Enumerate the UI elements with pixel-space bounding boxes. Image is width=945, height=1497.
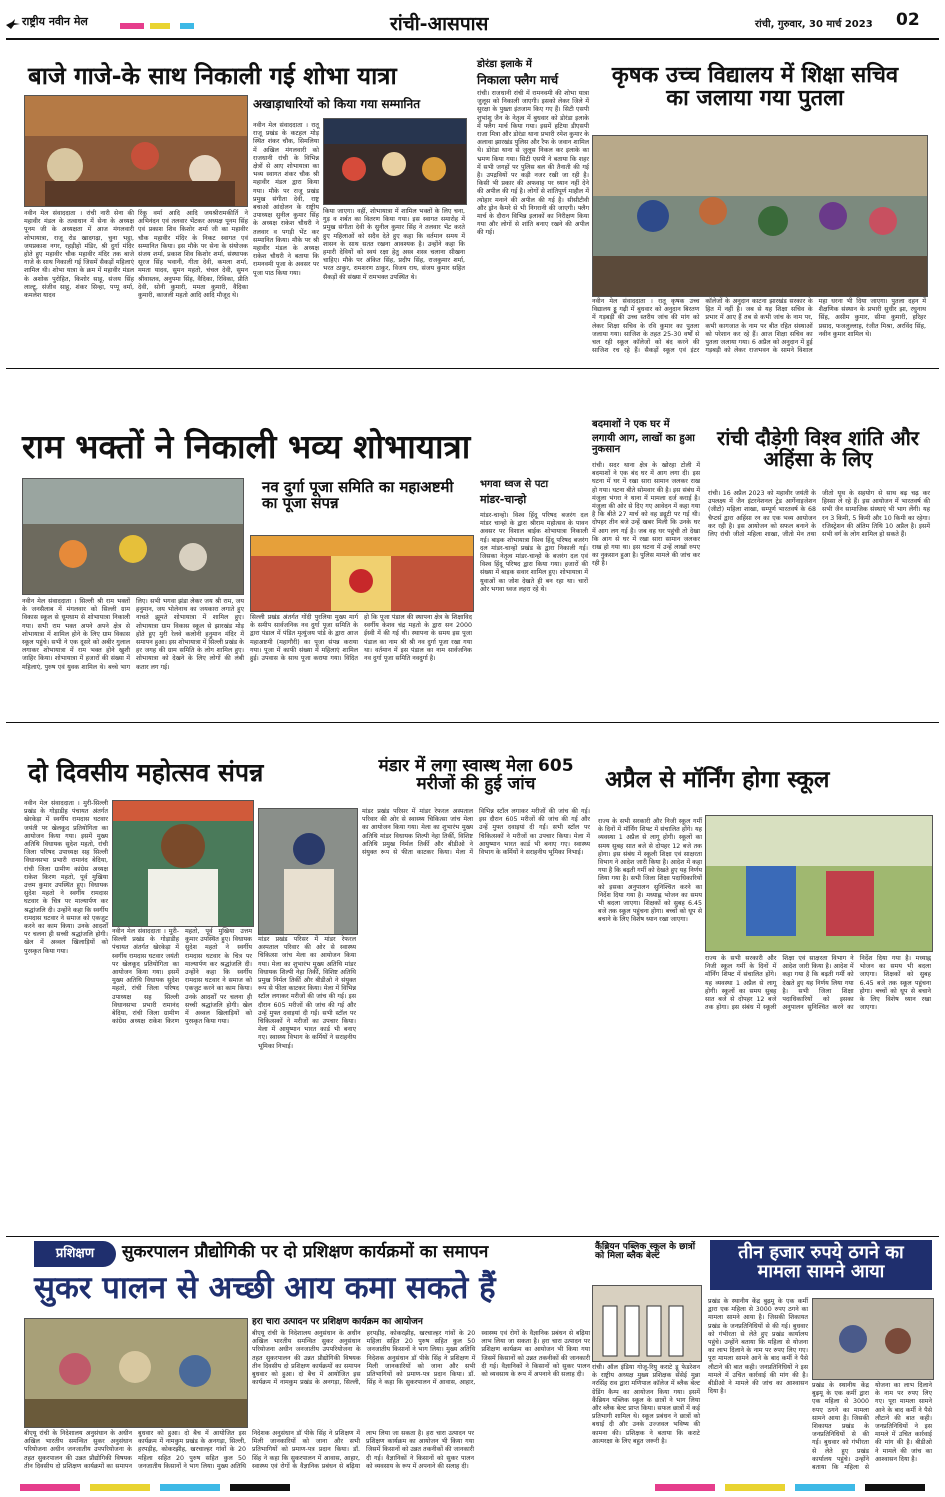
section-title: रांची-आसपास bbox=[390, 13, 489, 35]
art5-text: सिल्ली प्रखंड अंतर्गत गोंदी पुरलिया मुख्य मार्ग के समीप सार्वजनिक नव दुर्गा पूजा समिति के द्वारा पंडाल में पंडित मृत्युंजय पांडे के द्वारा आज महाअष्टमी (महागौरी) का पूजा संपन्न कराया गया। पूजा में काफी संख्या में महिलाएं शामिल हुई। उपवास के साथ पूजा कराया गया। विदित हो कि पूजा पंडाल की स्थापना क्षेत्र के शिक्षाविद स्वर्गीय केशव चंद्र महतो के द्वारा सन 2000 ईस्वी में की गई थी। स्थापना के समय इस पूजा पंडाल का नाम श्री श्री नव दुर्गा पूजा रखा गया था। वर्तमान में इस पंडाल का नाम सार्वजनिक नव दुर्गा पूजा समिति नवदुर्गा है। bbox=[250, 614, 472, 663]
art3-headline: कृषक उच्च विद्यालय में शिक्षा सचिव का जलाया गया पुतला bbox=[611, 63, 899, 112]
dateline: रांची, गुरुवार, 30 मार्च 2023 bbox=[755, 19, 873, 30]
art12-strap: सुकरपालन प्रौद्योगिकी पर दो प्रशिक्षण कार्यक्रमों का समापन bbox=[122, 1242, 489, 1262]
art14-text2: प्रखंड के स्थानीय केंद्र बुढ़मू के एक कर्मी द्वारा एक महिला से 3000 रुपए ठगने का मामला सामने आया है। जिसकी शिकायत प्रखंड के जनप्रतिनिधियों से की गई। बुधवार को गंभीरता से लेते हुए प्रखंड कार्यालय पहुंचे। उन्होंने बताया कि महिला से योजना का लाभ दिलाने के नाम पर रुपए लिए गए। पूरा मामला सामने आने के बाद कर्मी ने पैसे लौटाने की बात कही। जनप्रतिनिधियों ने इस मामले में उचित कार्रवाई की मांग की है। बीडीओ ने मामले की जांच का आश्वासन दिया है। bbox=[812, 1382, 932, 1472]
art12-headline: सुकर पालन से अच्छी आय कमा सकते हैं bbox=[34, 1270, 496, 1306]
art13-headline: कैंब्रियन पब्लिक स्कूल के छात्रों को मिला ब्लैक बेल्ट bbox=[595, 1242, 696, 1262]
art10-headline: मंडार में लगा स्वास्थ मेला 605 मरीजों की हुई जांच bbox=[378, 756, 574, 794]
art1-headline: बाजे गाजे-के साथ निकाली गई शोभा यात्रा bbox=[28, 62, 397, 90]
art10-photo bbox=[258, 808, 358, 935]
art12-tag bbox=[34, 1241, 116, 1267]
art9-headline: दो दिवसीय महोत्सव संपन्न bbox=[28, 758, 264, 787]
art5-photo bbox=[250, 535, 474, 612]
art13-text: रांची। ऑल इंडिया गोजू-रियु कराटे डू फेडरेशन के राष्ट्रीय अध्यक्ष मुख्य प्रशिक्षक सेंसेई मुन्ना नरसिंह राव द्वारा मणिपाल कॉलेज में ब्लैक बेल्ट ग्रेडिंग कैम्प का आयोजन किया गया। इसमें कैंब्रियन पब्लिक स्कूल के छात्रों ने भाग लिया और ब्लैक बेल्ट प्राप्त किया। सफल छात्रों में कई प्रतिभागी शामिल थे। स्कूल प्रबंधन ने छात्रों को बधाई दी और उनके उज्जवल भविष्य की कामना की। प्रशिक्षक ने बताया कि कराटे आत्मरक्षा के लिए बहुत जरूरी है। bbox=[592, 1364, 700, 1445]
art12-tag-label: प्रशिक्षण bbox=[55, 1246, 95, 1261]
masthead: राष्ट्रीय नवीन मेल bbox=[22, 15, 88, 28]
art12-subhead: हरा चारा उत्पादन पर प्रशिक्षण कार्यक्रम का आयोजन bbox=[252, 1317, 423, 1327]
art6-text: मांडर-चान्हो। विश्व हिंदू परिषद बजरंग दल मांडर चान्हो के द्वारा श्रीराम महोत्सव के पावन अवसर पर विशाल बाईक शोभायात्रा निकाली गई। बाइक शोभायात्रा विश्व हिंदू परिषद बजरंग दल मांडर-चान्हो प्रखंड के द्वारा निकाली गई। जिसका नेतृत्व मांडर-चान्हो के बजरंग दल एवं विश्व हिंदू परिषद द्वारा किया गया। हजारों की संख्या में बाइक सवार शामिल हुए। शोभायात्रा में युवाओं का जोश देखते ही बन रहा था। चारों ओर भगवा ध्वज लहरा रहे थे। bbox=[480, 512, 588, 593]
art11-headline: अप्रैल से मॉर्निंग होगा स्कूल bbox=[605, 767, 830, 793]
art4-headline: राम भक्तों ने निकाली भव्य शोभायात्रा bbox=[22, 427, 471, 466]
header-tricolor bbox=[120, 16, 240, 26]
art2-headline: निकाला फ्लैग मार्च bbox=[477, 73, 559, 87]
art9-text: नवीन मेल संवाददाता । मुरी-सिल्ली प्रखंड के गोड़ाडीह पंचायत अंतर्गत खेरकेड़ा में स्वर्गीय रामदास घटवार जयंती पर खेलकूद प्रतियोगिता का आयोजन किया गया। इसमें मुख्य अतिथि विधायक सुदेश महतो, रांची जिला परिषद उपाध्यक्ष सह सिल्ली विधानसभा प्रभारी रामानंद बेदिया, रांची जिला ग्रामीण कांग्रेस अध्यक्ष राकेश किरण महतो, पूर्व मुखिया उत्तम कुमार उपस्थित हुए। विधायक सुदेश महतो ने स्वर्गीय रामदास घटवार के चित्र पर माल्यार्पण कर श्रद्धांजलि दी। उन्होंने कहा कि स्वर्गीय रामदास घटवार ने समाज को एकजुट करने का काम किया। उनके आदर्शों पर चलना ही सच्ची श्रद्धांजलि होगी। खेल में अव्वल खिलाड़ियों को पुरस्कृत किया गया। bbox=[24, 800, 108, 955]
print-register-strip bbox=[0, 1478, 945, 1489]
art3-photo bbox=[592, 135, 928, 297]
art14-text: प्रखंड के स्थानीय केंद्र बुढ़मू के एक कर्मी द्वारा एक महिला से 3000 रुपए ठगने का मामला सामने आया है। जिसकी शिकायत प्रखंड के जनप्रतिनिधियों से की गई। बुधवार को गंभीरता से लेते हुए प्रखंड कार्यालय पहुंचे। उन्होंने बताया कि महिला से योजना का लाभ दिलाने के नाम पर रुपए लिए गए। पूरा मामला सामने आने के बाद कर्मी ने पैसे लौटाने की बात कही। जनप्रतिनिधियों ने इस मामले में उचित कार्रवाई की मांग की है। बीडीओ ने मामले की जांच का आश्वासन दिया है। bbox=[708, 1298, 808, 1396]
art1-text3: नवीन मेल संवाददाता । रातू राजू प्रखंड के कटहल मोड़ स्थित शंकर चौक, सिमलिया में अखिल मंगलवारी को राजधानी रांची के विभिन्न क्षेत्रों से आए शोभायात्रा का भव्य स्वागत शंकर चौक श्री महावीर मंडल द्वारा किया गया। मौके पर राजू प्रखंड प्रमुख संगीता देवी, राष्ट्र बचाओ आंदोलन के राष्ट्रीय उपाध्यक्ष सुनील कुमार सिंह के अध्यक्ष राकेश चौधरी ने तलवार व पगड़ी भेंट कर सम्मानित किया। मौके पर श्री महावीर मंडल के अध्यक्ष राकेश चौधरी ने बताया कि रामनवमी पूजा के अवसर पर पूजा पाठ किया गया। bbox=[253, 122, 319, 277]
art11-text2: राज्य के सभी सरकारी और निजी स्कूल गर्मी के दिनों में मॉर्निंग शिफ्ट में संचालित होंगे। यह व्यवस्था 1 अप्रैल से लागू होगी। स्कूलों का समय सुबह सात बजे से दोपहर 12 बजे तक होगा। इस संबंध में स्कूली शिक्षा एवं साक्षरता विभाग ने आदेश जारी किया है। आदेश में कहा गया है कि बढ़ती गर्मी को देखते हुए यह निर्णय लिया गया है। सभी जिला शिक्षा पदाधिकारियों को इसका अनुपालन सुनिश्चित करने का निर्देश दिया गया है। मध्याह्न भोजन का समय भी बदला जाएगा। शिक्षकों को सुबह 6.45 बजे तक स्कूल पहुंचना होगा। बच्चों को धूप से बचाने के लिए विशेष ध्यान रखा जाएगा। bbox=[705, 955, 931, 1012]
art11-text: राज्य के सभी सरकारी और निजी स्कूल गर्मी के दिनों में मॉर्निंग शिफ्ट में संचालित होंगे। यह व्यवस्था 1 अप्रैल से लागू होगी। स्कूलों का समय सुबह सात बजे से दोपहर 12 बजे तक होगा। इस संबंध में स्कूली शिक्षा एवं साक्षरता विभाग ने आदेश जारी किया है। आदेश में कहा गया है कि बढ़ती गर्मी को देखते हुए यह निर्णय लिया गया है। सभी जिला शिक्षा पदाधिकारियों को इसका अनुपालन सुनिश्चित करने का निर्देश दिया गया है। मध्याह्न भोजन का समय भी बदला जाएगा। शिक्षकों को सुबह 6.45 बजे तक स्कूल पहुंचना होगा। बच्चों को धूप से बचाने के लिए विशेष ध्यान रखा जाएगा। bbox=[598, 818, 702, 924]
art4-photo bbox=[22, 478, 244, 595]
divider-3 bbox=[6, 1236, 939, 1237]
art3-text: नवीन मेल संवाददाता । रातू कृषक उच्च विद्यालय ड्डू गढ़ी में बुधवार को अनुदान बिरतण में गड़बड़ी की उच्च स्तरीय जांच की मांग को लेकर शिक्षा सचिव के रवि कुमार का पुतला जलाया गया। साजिश के तहत 25-30 वर्षों से चल रही स्कूल कॉलेजों को बंद करने की साजिश रच रहे हैं। सैकड़ों स्कूल एवं इंटर कॉलेजों के अनुदान काटना झारखंड सरकार के हित में नहीं है। जब से यह शिक्षा सचिव के प्रभार में आए हैं तब से कभी जांच के नाम पर, कभी कागजात के नाम पर बीत रहित संस्थाओं को परेशान कर रहे हैं। आज शिक्षा सचिव का पुतला जलाया गया। 6 अप्रैल को अनुदान में हुई गड़बड़ी को लेकर राजभवन के सामने विशाल महा धरना भी दिया जाएगा। पुतला दहन में शैक्षणिक संस्थान के प्रभारी सुधीर झा, रघुनाथ सिंह, असीम कुमार, सीमा कुमारी, हरिहर प्रसाद, फजलुल्लाह, रंजीत मिश्रा, अरविंद सिंह, नवीन कुमार शामिल थे। bbox=[592, 298, 926, 355]
art9-text2: नवीन मेल संवाददाता । मुरी-सिल्ली प्रखंड के गोड़ाडीह पंचायत अंतर्गत खेरकेड़ा में स्वर्गीय रामदास घटवार जयंती पर खेलकूद प्रतियोगिता का आयोजन किया गया। इसमें मुख्य अतिथि विधायक सुदेश महतो, रांची जिला परिषद उपाध्यक्ष सह सिल्ली विधानसभा प्रभारी रामानंद बेदिया, रांची जिला ग्रामीण कांग्रेस अध्यक्ष राकेश किरण महतो, पूर्व मुखिया उत्तम कुमार उपस्थित हुए। विधायक सुदेश महतो ने स्वर्गीय रामदास घटवार के चित्र पर माल्यार्पण कर श्रद्धांजलि दी। उन्होंने कहा कि स्वर्गीय रामदास घटवार ने समाज को एकजुट करने का काम किया। उनके आदर्शों पर चलना ही सच्ची श्रद्धांजलि होगी। खेल में अव्वल खिलाड़ियों को पुरस्कृत किया गया। bbox=[112, 928, 252, 1026]
art1-text1: नवीन मेल संवाददाता । रांची नारी सेना की महावीर मंडल के तत्वाधान में सेना के अध्यक्ष पूनम जी के अध्यक्षता में आज मंगलवारी शोभायात्रा, राजू रोड खादगढ़ा, चुना भट्ठा, जयप्रकाश नगर, रहड़ीहो मंडिर, श्री दुर्गा मंदिर होते हुए महावीर चौक महावीर मंदिर तक बाजे गाजे के साथ निकाली गई जिसमें सैकड़ों महिलाएं शामिल थी। शोभा यात्रा के क्रम में महावीर मंडल के अशोक पुरोहित, किशोर साहू, संजय सिंह लाल्टू, संजीव साहू, शंकर सिन्हा, पप्पू वर्मा, कमलेश यादव bbox=[24, 210, 134, 300]
art10-text: मांडर प्रखंड परिसर में मांडर रेफरल अस्पताल परिवार की ओर से स्वास्थ्य चिकित्सा जांच मेला का आयोजन किया गया। मेला का शुभारंभ मुख्य अतिथि मांडर विधायक शिल्पी नेहा तिर्की, विशिष्ट अतिथि प्रमुख निर्मल तिर्की और बीडीओ ने संयुक्त रूप से फीता काटकर किया। मेला में विभिन्न स्टॉल लगाकर मरीजों की जांच की गई। इस दौरान 605 मरीजों की जांच की गई और उन्हें मुफ्त दवाइयां दी गईं। सभी स्टॉल पर चिकित्सकों ने मरीजों का उपचार किया। मेला में आयुष्मान भारत कार्ड भी बनाए गए। स्वास्थ्य विभाग के कर्मियों ने सराहनीय भूमिका निभाई। bbox=[362, 808, 590, 857]
divider-2 bbox=[6, 722, 939, 723]
art1-photo bbox=[24, 95, 248, 207]
art8-text: रांची। 16 अप्रैल 2023 को महावीर जयंती के उपलक्ष्य में जैन इंटरनेशनल ट्रेड आर्गेनाइजेशन (जीटो) महिला शाखा, सम्पूर्ण भारतवर्ष के 68 चैप्टर्स द्वारा अहिंसा रन का एक भव्य आयोजन कर रही है। इस आयोजन को सफल बनाने के लिए रांची जीतो महिला शाखा, जीतो मेन तथा जीतो यूथ के सहयोग से साथ बढ़ चढ़ कर हिस्सा ले रहे हैं। इस आयोजन में भारतवर्ष की सभी जैन सामाजिक संस्थाएं भी भाग लेंगी। यह रन 3 किमी, 5 किमी और 10 किमी का रहेगा। रजिस्ट्रेशन की अंतिम तिथि 10 अप्रैल है। इसमें सभी वर्ग के लोग शामिल हो सकते हैं। bbox=[708, 490, 930, 539]
header-rule bbox=[6, 38, 939, 40]
art1-subhead: अखाड़ाधारियों को किया गया सम्मानित bbox=[253, 97, 421, 111]
divider-1 bbox=[6, 368, 939, 369]
art6-kicker: भगवा ध्वज से पटा bbox=[480, 479, 549, 490]
art10-text2: मांडर प्रखंड परिसर में मांडर रेफरल अस्पताल परिवार की ओर से स्वास्थ्य चिकित्सा जांच मेला का आयोजन किया गया। मेला का शुभारंभ मुख्य अतिथि मांडर विधायक शिल्पी नेहा तिर्की, विशिष्ट अतिथि प्रमुख निर्मल तिर्की और बीडीओ ने संयुक्त रूप से फीता काटकर किया। मेला में विभिन्न स्टॉल लगाकर मरीजों की जांच की गई। इस दौरान 605 मरीजों की जांच की गई और उन्हें मुफ्त दवाइयां दी गईं। सभी स्टॉल पर चिकित्सकों ने मरीजों का उपचार किया। मेला में आयुष्मान भारत कार्ड भी बनाए गए। स्वास्थ्य विभाग के कर्मियों ने सराहनीय भूमिका निभाई। bbox=[258, 936, 356, 1050]
art7-kicker: बदमाशों ने एक घर में bbox=[592, 419, 670, 430]
art4-text: नवीन मेल संवाददाता । सिल्ली श्री राम भक्तों के जनसैलाब में मंगलवार को सिल्ली ग्राम विकास स्कूल से धूमधाम से शोभायात्रा निकाली गया। सभी राम भक्त अपने अपने क्षेत्र से शोभायात्रा में शामिल होने के लिए ग्राम विकास स्कूल पहुंचे। सभी ने एक दूसरे को अबीर गुलाल लगाकर शोभायात्रा में राम भक्त होने खुशी जाहिर किया। शोभायात्रा में हजारों की संख्या में महिलाएं, पुरुष एवं युवक शामिल थे। बच्चे भाग लिए। सभी भगवा झंडा लेकर जय श्री राम, जय हनुमान, जय भोलेनाथ का जयकारा लगाते हुए नाचते झूमते शोभायात्रा में शामिल हुए। शोभायात्रा ग्राम विकास स्कूल से झारखंड मोड़ होते हुए मुरी रेलवे कलोनी हनुमान मंदिर में समापन हुआ। इस शोभायात्रा में सिल्ली प्रखंड के हर जगह की ग्राम समिति के लोग शामिल हुए। शोभायात्रा को देखने के लिए लोगों की लंबी कतार लग गई। bbox=[22, 598, 244, 671]
art14-photo bbox=[812, 1298, 934, 1380]
art11-photo bbox=[705, 815, 933, 952]
art7-text: रांची। सदर थाना क्षेत्र के खोरहा टोली में बदमाशों ने एक बंद घर में आग लगा दी। इस घटना में घर में रखा सारा सामान जलकर राख हो गया। घटना बीते सोमवार की है। इस संबंध में मंजुला भंगरा ने थाना में मामला दर्ज कराई है। मंजुला की ओर से दिए गए आवेदन में कहा गया है कि बीते 27 मार्च को वह ड्यूटी पर गई थी। दोपहर तीन बजे उन्हें खबर मिली कि उनके घर में आग लग गई है। जब वह घर पहुंची तो देखा कि आग से घर में रखा सारा सामान जलकर राख हो गया था। इस घटना में उन्हें लाखों रुपए का नुकसान हुआ है। पुलिस मामले की जांच कर रही है। bbox=[592, 462, 700, 568]
art12-text2: बीएयू रांची के निदेशालय अनुसंधान के अधीन अखिल भारतीय समन्वित सुकर अनुसंधान परियोजना अधीन जनजातीय उपपरियोजना के तहत सुकरपालन की उन्नत प्रौद्योगिकी विषयक तीन दिवसीय दो प्रशिक्षण कार्यक्रमों का समापन बुधवार को हुआ। दो बैच में आयोजित इस कार्यक्रम में नामकुम प्रखंड के अनगड़ा, सिल्ली, हरपड़ीह, कोकरझीह, खरचाल्हर गांवों के 20 महिला सहित 20 पुरुष सहित कुल 50 जनजातीय किसानों ने भाग लिया। मुख्य अतिथि निदेशक अनुसंधान डॉ पीके सिंह ने प्रशिक्षण में मिली जानकारियों को जाना और सभी प्रतिभागियों को प्रमाण-पत्र प्रदान किया। डॉ. सिंह ने कहा कि सुकरपालन में आवास, आहार, स्वास्थ्य एवं रोगों के वैज्ञानिक प्रबंधन से बढ़िया लाभ लिया जा सकता है। हरा चारा उत्पादन पर प्रशिक्षण कार्यक्रम का आयोजन भी किया गया जिसमें किसानों को उन्नत तकनीकों की जानकारी दी गई। वैज्ञानिकों ने किसानों को सुकर पालन को व्यवसाय के रूप में अपनाने की सलाह दी। bbox=[252, 1330, 590, 1387]
art1-text2: रिंकू वर्मा आदि आदि जयश्रीरामकीर्ति ने अभिनंदन एवं तलवार भेंटकर अध्यक्ष पूनम सिंह एवं प्रकाश शिव किशोर शर्मा जी का महावीर चौक महावीर मंदिर के निकट स्वागत एवं सम्मानित किया। इस मौके पर सेना के संयोजक संजय शर्मा, प्रकाश शिव किशोर शर्मा, संस्थापक सूरज सिंह भवानी, गीता देवी, कमला शर्मा, ममता यादव, सुमन महतो, चंचल देवी, सुमन श्रीवास्तव, अनुपमा सिंह, वैदिका, रिविका, प्रीति देवी, सोनी कुमारी, ममता कुमारी, वैदिका कुमारी, काजली महतो आदि आदि मौजूद थे। bbox=[138, 210, 248, 300]
art9-photo bbox=[112, 800, 254, 927]
page-number: 02 bbox=[896, 10, 920, 30]
masthead-bird-icon bbox=[6, 14, 20, 24]
art1-photo2 bbox=[323, 118, 467, 205]
art12-photo bbox=[24, 1318, 248, 1428]
art8-headline: रांची दौड़ेगी विश्व शांति और अहिंसा के लिए bbox=[717, 426, 919, 471]
art13-photo bbox=[592, 1285, 702, 1362]
art14-headline: तीन हजार रुपये ठगने का मामला सामने आया bbox=[738, 1242, 904, 1282]
art5-headline: नव दुर्गा पूजा समिति का महाअष्टमी का पूजा संपन्न bbox=[262, 478, 454, 512]
art12-text: बीएयू रांची के निदेशालय अनुसंधान के अधीन अखिल भारतीय समन्वित सुकर अनुसंधान परियोजना अधीन जनजातीय उपपरियोजना के तहत सुकरपालन की उन्नत प्रौद्योगिकी विषयक तीन दिवसीय दो प्रशिक्षण कार्यक्रमों का समापन बुधवार को हुआ। दो बैच में आयोजित इस कार्यक्रम में नामकुम प्रखंड के अनगड़ा, सिल्ली, हरपड़ीह, कोकरझीह, खरचाल्हर गांवों के 20 महिला सहित 20 पुरुष सहित कुल 50 जनजातीय किसानों ने भाग लिया। मुख्य अतिथि निदेशक अनुसंधान डॉ पीके सिंह ने प्रशिक्षण में मिली जानकारियों को जाना और सभी प्रतिभागियों को प्रमाण-पत्र प्रदान किया। डॉ. सिंह ने कहा कि सुकरपालन में आवास, आहार, स्वास्थ्य एवं रोगों के वैज्ञानिक प्रबंधन से बढ़िया लाभ लिया जा सकता है। हरा चारा उत्पादन पर प्रशिक्षण कार्यक्रम का आयोजन भी किया गया जिसमें किसानों को उन्नत तकनीकों की जानकारी दी गई। वैज्ञानिकों ने किसानों को सुकर पालन को व्यवसाय के रूप में अपनाने की सलाह दी। bbox=[24, 1430, 474, 1470]
art2-kicker: डोरंडा इलाके में bbox=[477, 59, 532, 70]
art7-headline: लगायी आग, लाखों का हुआ नुकसान bbox=[592, 433, 695, 455]
art1-text4: किया जाएगा। वहीं, शोभायात्रा में शामिल भक्तों के लिए चना, गुड़ व शर्बत का वितरण किया गया। इस स्वागत समारोह में प्रमुख संगीता देवी के सुनील कुमार सिंह ने तलवार भेंट करते हुए महिलाओं को सदैव देते हुए कहा कि वर्तमान समय में शासन के साथ सतत रखना आवश्यक है। उन्होंने कहा कि हमारी देवियों को स्वयं रक्षा हेतु अस्त्र शस्त्र चलाना सीखना चाहिए। मौके पर अंकित सिंह, प्रदीप सिंह, राजकुमार शर्मा, भरत ठाकुर, रामशरण ठाकुर, विजय राय, संजय कुमार सहित सैकड़ों की संख्या में रामभक्त उपस्थित थे। bbox=[323, 208, 465, 281]
art2-text: रांची। राजधानी रांची में रामनवमी की शोभा यात्रा जुलूस को निकाली जाएगी। इसको लेकर जिले में सुरक्षा के पुख्ता इंतजाम किए गए हैं। सिटी एसपी शुभांशु जैन के नेतृत्व में बुधवार को डोरंडा इलाके में फ्लैग मार्च किया गया। इसमें हटिया डीएसपी राजा मित्रा और डोरंडा थाना प्रभारी रमेश कुमार के अलावा झारखंड पुलिस और रैफ के जवान शामिल थे। डोरंडा थाना से जुलूस निकल कर इलाके का भ्रमण किया गया। सिटी एसपी ने बताया कि शहर में सभी जगहों पर पुलिस बल की तैनाती की गई है। उपद्रवियों पर कड़ी नजर रखी जा रही है। किसी भी प्रकार की अफवाह पर ध्यान नहीं देने की अपील की गई है। लोगों से शांतिपूर्ण माहौल में त्योहार मनाने की अपील की गई है। सीसीटीवी और ड्रोन कैमरे से भी निगरानी की जाएगी। फ्लैग मार्च के दौरान विभिन्न इलाकों का निरीक्षण किया गया और लोगों से शांति बनाए रखने की अपील की गई। bbox=[477, 90, 589, 237]
art6-headline: मांडर-चान्हो bbox=[480, 493, 527, 506]
